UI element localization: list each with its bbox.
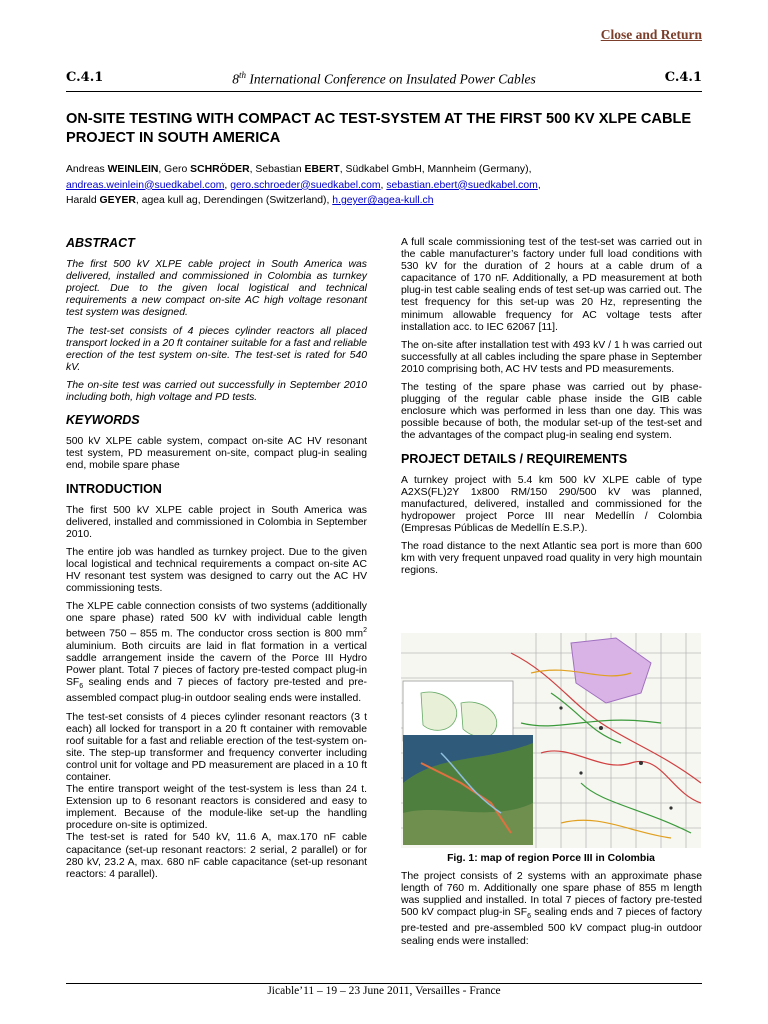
- body-paragraph: A full scale commissioning test of the test-set was carried out in the cable manufacturer’s factory under full load conditions with 530 kV for the duration of 2 hours at a cable drum of a capacitance of 170 nF. Additionally, a PD measurement at both plug-in test cable sealing ends of test set-up was carried out. The test frequency for this set-up was 20 Hz, representing the minimum allowable frequency for AC voltage tests after installation acc. to IEC 62067 [11].: [401, 237, 702, 333]
- body-paragraph: The XLPE cable connection consists of two systems (additionally one spare phase) rated 500 kV with individual cable length between 750 – 855 m. The conductor cross section is 800 $mm^2$ aluminium. Both circuits are laid in flat formation in a vertical saddle arrangement inside the cavern of the Porce III Hydro Power plant. Total 7 pieces of factory pre-tested compact plug-in $SF_6$ sealing ends and 7 pieces of factory pre-tested and pre-assembled compact plug-in outdoor sealing ends were installed.: [66, 601, 367, 705]
- abstract-paragraph: The test-set consists of 4 pieces cylinder reactors all placed transport locked in a 20 ft container suitable for a fast and reliable erection of the test system on-site. The test-set is rated for 540 kV.: [66, 325, 367, 373]
- body-paragraph: The project consists of 2 systems with an approximate phase length of 760 m. Additionally one spare phase of 855 m length was supplied and installed. In total 7 pieces of factory pre-tested 500 kV compact plug-in $SF_6$ sealing ends and 7 pieces of factory pre-tested and pre-assembled 500 kV compact plug-in outdoor sealing ends were installed:: [401, 871, 703, 947]
- abstract-paragraph: The on-site test was carried out successfully in September 2010 including both, high voltage and PD tests.: [66, 379, 367, 404]
- close-and-return-link[interactable]: Close and Return: [600, 27, 702, 42]
- email-link[interactable]: sebastian.ebert@suedkabel.com: [386, 179, 538, 191]
- header-divider: [66, 91, 702, 92]
- project-details-heading: PROJECT DETAILS / REQUIREMENTS: [401, 451, 628, 466]
- keywords-text: 500 kV XLPE cable system, compact on-site AC HV resonant test system, PD measurement on-site, compact plug-in sealing end, mobile spare phase: [66, 436, 367, 472]
- author-block: [66, 162, 706, 209]
- footer-text: Jicable’11 – 19 – 23 June 2011, Versailles - France: [267, 985, 501, 997]
- abstract-paragraph: The first 500 kV XLPE cable project in South America was delivered, installed and commissioned in Colombia as turnkey project. Due to the given local logistical and technical requirements a new compact on-site AC high voltage resonant test system was designed.: [66, 259, 367, 319]
- body-paragraph: The entire job was handled as turnkey project. Due to the given local logistical and technical requirements a compact on-site AC HV resonant test system was designed to carry out the AC HV commissioning tests.: [66, 546, 367, 595]
- body-paragraph: The first 500 kV XLPE cable project in South America was delivered, installed and commissioned in Colombia in September 2010.: [66, 504, 367, 540]
- conference-name: 8th International Conference on Insulated Power Cables: [232, 70, 536, 87]
- footer-divider: [66, 983, 702, 984]
- abstract-heading: ABSTRACT: [66, 236, 135, 250]
- paper-code-right: C.4.1: [664, 70, 702, 85]
- body-paragraph: The on-site after installation test with 493 kV / 1 h was carried out successfully at all cables including the spare phase in September 2010 comprising both, AC HV tests and PD measurements.: [401, 339, 702, 375]
- body-paragraph: A turnkey project with 5.4 km 500 kV XLPE cable of type A2XS(FL)2Y 1x800 RM/150 290/500 kV was planned, manufactured, delivered, installed and commissioned for the hydropower project Porce III near Medellín / Colombia (Empresas Públicas de Medellín E.S.P.).: [401, 474, 702, 534]
- keywords-heading: KEYWORDS: [66, 413, 140, 428]
- right-column-continued: [401, 871, 702, 954]
- paper-title: ON-SITE TESTING WITH COMPACT AC TEST-SYSTEM AT THE FIRST 500 KV XLPE CABLE PROJECT IN SOUTH AMERICA: [66, 111, 692, 146]
- body-paragraph: The testing of the spare phase was carried out by phase-plugging of the regular cable phase inside the GIB cable enclosure which was performed in less than one day. This was possible because of both, the modular set-up of the test-set and the advantages of the compact plug-in sealing end system.: [401, 382, 702, 442]
- author-line-1: Andreas WEINLEIN, Gero SCHRÖDER, Sebastian EBERT, Südkabel GmbH, Mannheim (Germany),: [66, 164, 532, 175]
- map-image: [401, 633, 701, 848]
- author-emails: andreas.weinlein@suedkabel.com, gero.schroeder@suedkabel.com, sebastian.ebert@suedkabel.com,: [66, 179, 541, 191]
- figure-caption: Fig. 1: map of region Porce III in Colombia: [447, 853, 655, 864]
- abstract-body: [66, 259, 367, 404]
- email-link[interactable]: h.geyer@agea-kull.ch: [332, 195, 434, 206]
- body-paragraph: The test-set is rated for 540 kV, 11.6 A, max.170 nF cable capacitance (set-up resonant reactors: 2 serial, 2 parallel) or for 280 kV, 23.2 A, max. 680 nF cable capacitance (set-up resonant reactors: 4 parallel).: [66, 832, 367, 880]
- body-paragraph: The test-set consists of 4 pieces cylinder resonant reactors (3 t each) all locked for transport in a 20 ft container with removable roof suitable for a fast and reliable erection of the test-system on-site. The step-up transformer and frequency converter including control unit for voltage and PD measurement are placed in a 10 ft container.: [66, 711, 367, 784]
- right-column: [401, 237, 702, 583]
- porce-map-figure: [401, 633, 701, 848]
- body-paragraph: The road distance to the next Atlantic sea port is more than 600 km with very frequent unpaved road quality in very high mountain regions.: [401, 541, 702, 577]
- email-link[interactable]: andreas.weinlein@suedkabel.com: [66, 179, 225, 191]
- introduction-heading: INTRODUCTION: [66, 481, 162, 496]
- paper-code-left: C.4.1: [66, 70, 104, 85]
- email-link[interactable]: gero.schroeder@suedkabel.com: [230, 179, 381, 191]
- left-column: [66, 237, 367, 887]
- author-line-2: Harald GEYER, agea kull ag, Derendingen (Switzerland), h.geyer@agea-kull.ch: [66, 195, 434, 206]
- body-paragraph: The entire transport weight of the test-system is less than 24 t. Extension up to 6 resonant reactors is considered and easy to implement. Because of the module-like set-up the handling procedure on-site is optimized.: [66, 784, 367, 832]
